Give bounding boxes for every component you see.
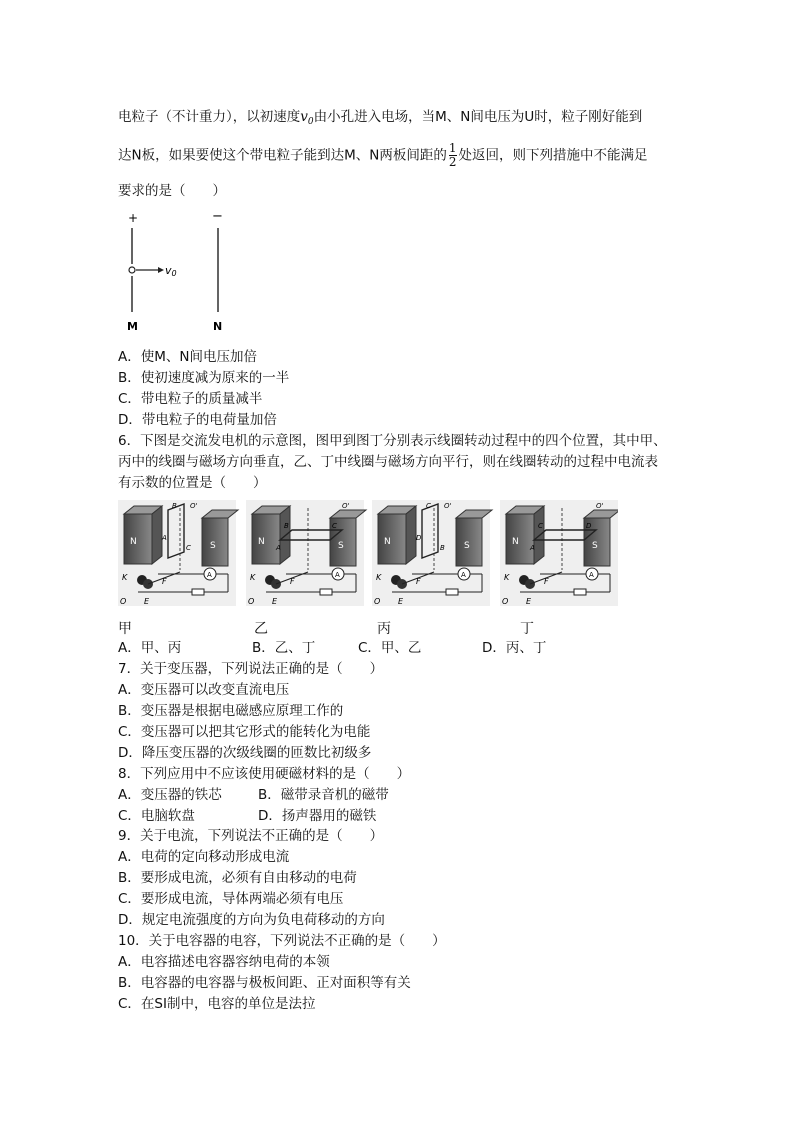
svg-text:D: D [586,522,592,530]
q7-option-d: D．降压变压器的次级线圈的匝数比初级多 [118,745,372,761]
minus-sign: − [212,209,223,224]
q8-stem: 8．下列应用中不应该使用硬磁材料的是（ ） [118,766,411,782]
q5-line2 [118,142,648,169]
q9-option-c: C．要形成电流，导体两端必须有电压 [118,891,344,907]
q6-line3: 有示数的位置是（ ） [118,475,267,491]
one-half-fraction [449,142,457,169]
svg-text:B: B [284,522,289,530]
q5-line1-part-a: 电粒子（不计重力），以初速度 [118,109,301,125]
fraction-denominator: 2 [448,155,457,169]
q6-option-d: D．丙、丁 [482,640,547,656]
q5-option-d: D．带电粒子的电荷量加倍 [118,412,277,428]
q7-stem: 7．关于变压器，下列说法正确的是（ ） [118,661,384,677]
plus-sign: + [128,211,139,225]
svg-text:O': O' [342,502,350,510]
plates-diagram [118,208,238,336]
q10-option-c: C．在SI制中，电容的单位是法拉 [118,996,316,1012]
q7-option-c: C．变压器可以把其它形式的能转化为电能 [118,724,371,740]
q10-option-b: B．电容器的电容器与极板间距、正对面积等有关 [118,975,411,991]
caption-bing: 丙 [377,621,391,637]
m-label: M [127,320,138,333]
figure-ding [500,500,618,606]
caption-yi: 乙 [254,621,268,637]
generator-figures [118,500,618,608]
q8-option-c: C．电脑软盘 [118,808,195,824]
caption-jia: 甲 [118,621,132,637]
q5-line3: 要求的是（ ） [118,183,226,199]
q5-line1-part-b: 由小孔进入电场，当M、N间电压为U时，粒子刚好能到 [313,109,643,125]
fraction-numerator: 1 [448,141,457,155]
q10-option-a: A．电容描述电容器容纳电荷的本领 [118,954,330,970]
q10-stem: 10．关于电容器的电容，下列说法不正确的是（ ） [118,933,446,949]
q5-line2-part-b: 处返回，则下列措施中不能满足 [458,147,648,164]
q9-option-b: B．要形成电流，必须有自由移动的电荷 [118,870,357,886]
svg-text:O': O' [444,502,452,510]
svg-text:C: C [186,544,191,552]
svg-text:C: C [332,522,337,530]
svg-text:D: D [416,534,422,542]
figure-yi [246,500,366,606]
q9-option-a: A．电荷的定向移动形成电流 [118,849,290,865]
svg-text:C: C [426,502,431,510]
n-label: N [213,320,223,333]
svg-text:O': O' [596,502,604,510]
q5-option-a: A．使M、N间电压加倍 [118,349,257,365]
svg-text:B: B [440,544,445,552]
q7-option-b: B．变压器是根据电磁感应原理工作的 [118,703,344,719]
q5-line1 [118,109,642,130]
v0-main: v [300,109,308,125]
svg-text:B: B [172,502,177,510]
q6-option-b: B．乙、丁 [252,640,316,656]
svg-text:A: A [276,544,281,552]
figure-bing [372,500,492,606]
svg-text:A: A [530,544,535,552]
small-hole [129,267,135,273]
q6-option-c: C．甲、乙 [358,640,422,656]
q6-option-a: A．甲、丙 [118,640,182,656]
q6-line2: 丙中的线圈与磁场方向垂直，乙、丁中线圈与磁场方向平行，则在线圈转动的过程中电流表 [118,454,658,470]
q5-option-c: C．带电粒子的质量减半 [118,391,263,407]
figure-jia [118,500,238,606]
q9-option-d: D．规定电流强度的方向为负电荷移动的方向 [118,912,385,928]
v0-symbol [300,109,313,125]
q8-option-d: D．扬声器用的磁铁 [258,808,377,824]
q7-option-a: A．变压器可以改变直流电压 [118,682,290,698]
q8-option-b: B．磁带录音机的磁带 [258,787,389,803]
q5-line2-part-a: 达N板，如果要使这个带电粒子能到达M、N两板间距的 [118,147,447,164]
svg-text:O': O' [190,502,198,510]
q5-option-b: B．使初速度减为原来的一半 [118,370,290,386]
q6-line1: 6．下图是交流发电机的示意图，图甲到图丁分别表示线圈转动过程中的四个位置，其中甲、 [118,433,667,449]
q8-option-a: A．变压器的铁芯 [118,787,222,803]
svg-text:A: A [162,534,167,542]
arrow-head-icon [158,267,164,273]
svg-text:C: C [538,522,543,530]
caption-ding: 丁 [520,621,534,637]
v0-sub: 0 [307,117,314,127]
q9-stem: 9．关于电流，下列说法不正确的是（ ） [118,828,384,844]
v0-label: v0 [165,264,177,278]
